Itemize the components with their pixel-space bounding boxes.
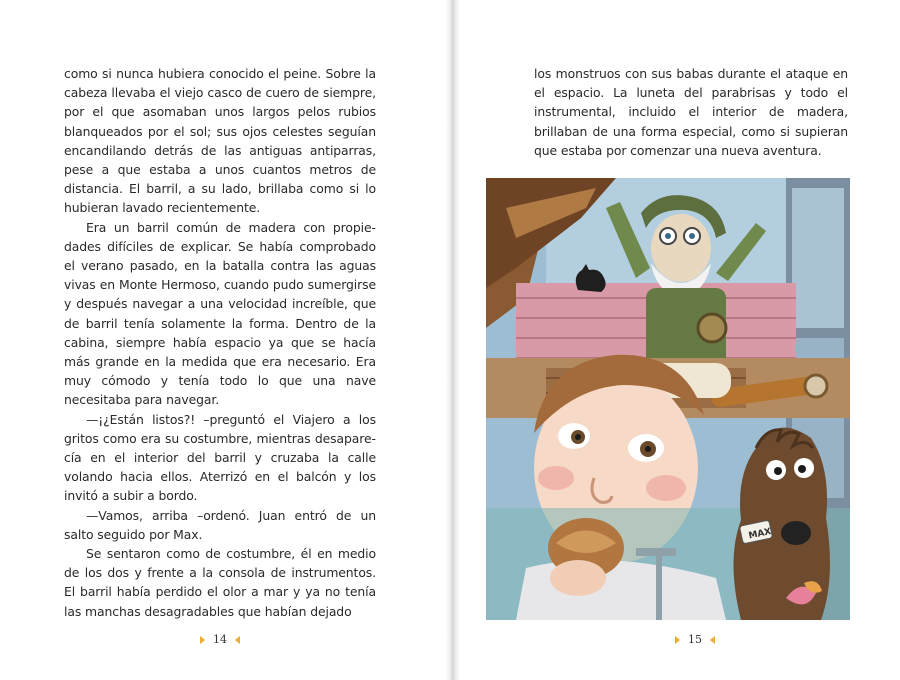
dog-collar-tag-text: MAX [747,526,773,542]
folio-arrow-left-icon [235,636,240,644]
page-number: 15 [688,633,702,646]
traveler-face [651,214,711,282]
left-page-text [64,64,376,621]
left-page-number [200,633,240,646]
right-page-text [534,64,848,160]
paragraph: Se sentaron como de costumbre, él en medio de los dos y frente a la consola de instrumentos. El barril había perdido el olor a mar y ya no tenía las manchas desagradables que habían dejado [64,546,376,619]
paragraph: como si nunca hubiera conocido el peine. Sobre la cabeza llevaba el viejo casco de cuero de siempre, por el que asomaban unos largos pelos rubios blanqueados por el sol; sus ojos celestes seguían encandilando detrás de las antiguas antiparras, pese a que estaba a unos cuantos metros de distancia. El barril, a su lado, brillaba como si lo hubieran lavado recientemente. [64,66,376,216]
paragraph: los monstruos con sus babas durante el ataque en el espacio. La luneta del parabrisas y todo el instrumental, incluido el interior de madera, brillaban de una forma especial, como si supieran que estaba por comenzar una nueva aventura. [534,66,848,158]
paragraph: —Vamos, arriba –ordenó. Juan entró de un salto seguido por Max. [64,507,376,542]
paragraph: Era un barril común de madera con propiedades difíciles de explicar. Se había comprobado el verano pasado, en la batalla contra las aguas vivas en Monte Hermoso, cuando pudo sumergirse y después navegar a una velocidad increíble, que de barril tenía solamente la forma. Dentro de la cabina, siempre había espacio ya que se hacía más grande en la medida que era necesario. Era muy cómodo y tenía todo lo que una nave necesitaba para navegar. [64,219,376,408]
book-gutter [446,0,460,680]
folio-arrow-right-icon [200,636,205,644]
story-illustration [486,178,850,620]
paragraph: —¡¿Están listos?! –preguntó el Viajero a los gritos como era su costumbre, mientras desaparecía en el interior del barril y cruzaba la calle volando hacia ellos. Aterrizó en el balcón y los invitó a subir a bordo. [64,411,376,504]
boy-hand [550,560,606,596]
page-number: 14 [213,633,227,646]
folio-arrow-right-icon [675,636,680,644]
folio-arrow-left-icon [710,636,715,644]
dog-nose [781,521,811,545]
right-page-number [675,633,715,646]
